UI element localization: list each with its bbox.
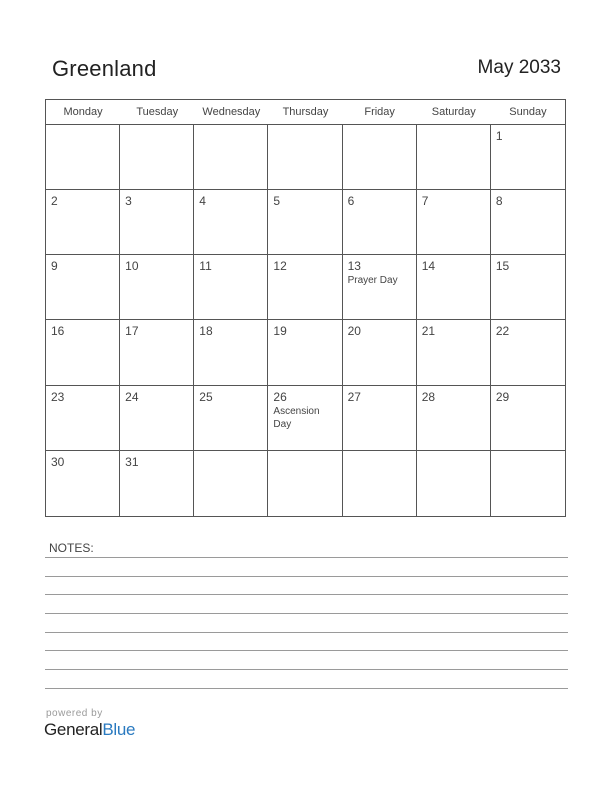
brand-blue: Blue <box>102 720 136 739</box>
day-cell <box>343 190 417 255</box>
note-line <box>45 557 568 558</box>
note-line <box>45 650 568 651</box>
day-cell <box>194 386 268 451</box>
month-year-title: May 2033 <box>477 57 561 78</box>
day-number: 2 <box>51 194 58 209</box>
empty-day-cell <box>46 125 120 190</box>
day-number: 25 <box>199 389 213 404</box>
generalblue-logo <box>44 720 135 740</box>
day-number: 30 <box>51 454 65 469</box>
day-number: 29 <box>495 389 510 404</box>
day-number: 7 <box>421 194 429 209</box>
powered-by-text: powered by <box>46 708 103 719</box>
day-number: 5 <box>273 194 281 209</box>
day-cell <box>417 190 491 255</box>
weekday-sunday: Sunday <box>509 106 547 118</box>
day-cell <box>46 190 120 255</box>
day-cell <box>268 190 342 255</box>
note-line <box>45 594 568 595</box>
weekday-wednesday: Wednesday <box>202 106 261 118</box>
day-cell <box>491 255 565 320</box>
empty-day-cell <box>491 451 565 516</box>
day-cell <box>417 320 491 385</box>
day-number: 12 <box>273 259 287 274</box>
day-number: 11 <box>199 259 212 274</box>
day-cell <box>343 320 417 385</box>
day-cell <box>120 190 194 255</box>
day-cell <box>343 255 417 320</box>
day-number: 9 <box>51 259 58 274</box>
empty-day-cell <box>194 451 268 516</box>
holiday-label: Ascension Day <box>273 405 320 430</box>
empty-day-cell <box>417 125 491 190</box>
brand-general: General <box>44 720 103 739</box>
day-number: 6 <box>347 194 355 209</box>
empty-day-cell <box>268 451 342 516</box>
holiday-label: Prayer Day <box>347 275 398 287</box>
empty-day-cell <box>120 125 194 190</box>
note-line <box>45 669 568 670</box>
day-number: 1 <box>495 129 503 143</box>
day-number: 21 <box>421 324 436 339</box>
weekday-saturday: Saturday <box>431 106 476 118</box>
day-number: 24 <box>125 389 139 404</box>
day-cell <box>46 255 120 320</box>
day-cell <box>194 255 268 320</box>
day-cell <box>343 386 417 451</box>
day-number: 26 <box>273 389 287 404</box>
day-number: 3 <box>125 194 132 209</box>
day-cell <box>120 255 194 320</box>
day-number: 10 <box>125 259 139 274</box>
day-cell <box>120 386 194 451</box>
calendar-grid <box>45 99 566 517</box>
day-number: 8 <box>495 194 503 209</box>
day-cell <box>46 451 120 516</box>
day-cell <box>194 320 268 385</box>
country-title: Greenland <box>52 56 157 81</box>
weekday-header-row <box>46 100 565 125</box>
day-number: 27 <box>347 389 361 404</box>
day-cell <box>491 386 565 451</box>
day-cell <box>120 320 194 385</box>
note-line <box>45 613 568 614</box>
day-cell <box>268 320 342 385</box>
day-number: 15 <box>495 259 510 274</box>
day-number: 20 <box>347 324 361 339</box>
day-number: 18 <box>199 324 213 339</box>
day-number: 22 <box>495 324 510 339</box>
weekday-monday: Monday <box>63 106 103 118</box>
empty-day-cell <box>268 125 342 190</box>
day-cell <box>194 190 268 255</box>
note-line <box>45 688 568 689</box>
note-line <box>45 576 568 577</box>
empty-day-cell <box>343 125 417 190</box>
day-cell <box>417 386 491 451</box>
day-number: 28 <box>421 389 436 404</box>
day-number: 31 <box>125 454 139 469</box>
day-number: 13 <box>347 259 361 274</box>
day-number: 19 <box>273 324 287 339</box>
calendar-days <box>46 125 565 516</box>
day-cell <box>491 190 565 255</box>
day-cell <box>268 386 342 451</box>
day-cell <box>491 320 565 385</box>
day-cell <box>120 451 194 516</box>
empty-day-cell <box>343 451 417 516</box>
day-cell <box>46 386 120 451</box>
day-number: 14 <box>421 259 436 274</box>
weekday-tuesday: Tuesday <box>136 106 179 118</box>
notes-label: NOTES: <box>49 541 94 555</box>
weekday-thursday: Thursday <box>282 106 329 118</box>
day-number: 17 <box>125 324 139 339</box>
day-cell <box>491 125 565 190</box>
day-number: 4 <box>199 194 206 209</box>
empty-day-cell <box>417 451 491 516</box>
day-cell <box>268 255 342 320</box>
day-number: 16 <box>51 324 65 339</box>
note-line <box>45 632 568 633</box>
empty-day-cell <box>194 125 268 190</box>
weekday-friday: Friday <box>364 106 395 118</box>
day-cell <box>417 255 491 320</box>
day-cell <box>46 320 120 385</box>
day-number: 23 <box>51 389 65 404</box>
